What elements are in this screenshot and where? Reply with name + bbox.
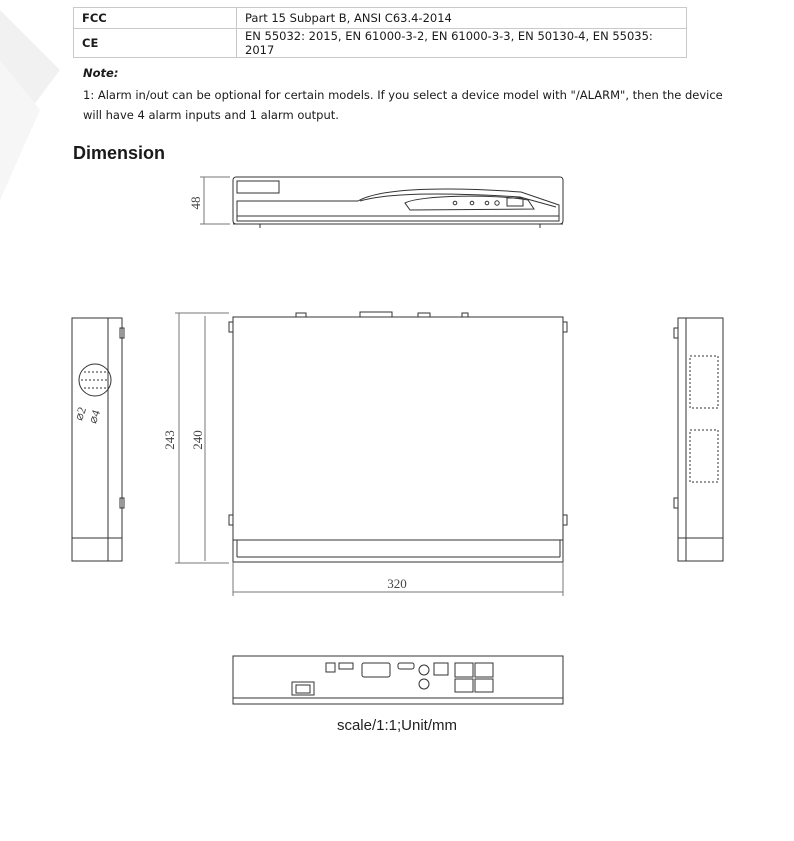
spec-value: EN 55032: 2015, EN 61000-3-2, EN 61000-3-3, EN 50130-4, EN 55035: 2017 <box>237 29 687 58</box>
spec-value: Part 15 Subpart B, ANSI C63.4-2014 <box>237 8 687 29</box>
diameter-2-label: ⌀2 <box>71 405 90 423</box>
diameter-4-label: ⌀4 <box>85 408 104 426</box>
top-view <box>175 312 567 596</box>
front-view <box>200 177 563 228</box>
note-title: Note: <box>83 66 119 80</box>
spec-key: FCC <box>74 8 237 29</box>
scale-caption: scale/1:1;Unit/mm <box>336 717 458 734</box>
left-side-view <box>72 318 124 561</box>
depth-inner-label: 240 <box>190 430 205 450</box>
height-label: 48 <box>188 196 203 210</box>
page-title: Dimension <box>73 143 166 163</box>
depth-outer-label: 243 <box>162 430 177 450</box>
rear-view <box>233 656 563 704</box>
right-side-view <box>674 318 723 561</box>
spec-key: CE <box>74 29 237 58</box>
note-text: 1: Alarm in/out can be optional for certain models. If you select a device model with "/ALARM", then the device will have 4 alarm inputs and 1 alarm output. <box>83 87 723 122</box>
width-label: 320 <box>387 576 407 591</box>
